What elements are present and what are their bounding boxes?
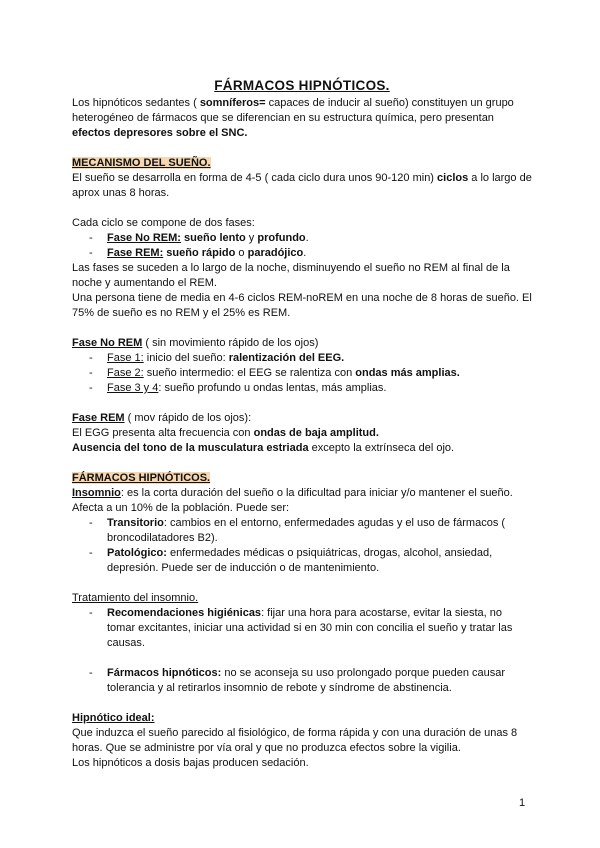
mecanismo-paragraph: El sueño se desarrolla en forma de 4-5 ( cada ciclo dura unos 90-120 min) ciclos a lo largo de aprox unas 8 horas. bbox=[72, 172, 532, 199]
page-title: FÁRMACOS HIPNÓTICOS. bbox=[214, 78, 390, 93]
mecanismo-heading: MECANISMO DEL SUEÑO. bbox=[72, 157, 211, 169]
fase-no-rem-list bbox=[72, 351, 532, 396]
fases-intro: Cada ciclo se compone de dos fases: bbox=[72, 217, 255, 229]
list-item: - Transitorio: cambios en el entorno, enfermedades agudas y el uso de fármacos ( broncodilatadores B2). bbox=[89, 516, 532, 546]
page-number: 1 bbox=[519, 797, 526, 809]
fase-rem-line-1: El EGG presenta alta frecuencia con ondas de baja amplitud. bbox=[72, 427, 379, 439]
fases-sucesion-paragraph: Las fases se suceden a lo largo de la noche, disminuyendo el sueño no REM al final de la noche y aumentando el REM. bbox=[72, 262, 510, 289]
fase-rem-heading: Fase REM ( mov rápido de los ojos): bbox=[72, 412, 252, 424]
hipnotico-ideal-heading: Hipnótico ideal: bbox=[72, 712, 155, 724]
intro-paragraph: Los hipnóticos sedantes ( somníferos= capaces de inducir al sueño) constituyen un grupo heterogéneo de fármacos que se diferencian en su estructura química, pero presentan efectos depresores sobre el SNC. bbox=[72, 97, 514, 139]
hipnotico-ideal-paragraph: Que induzca el sueño parecido al fisiológico, de forma rápida y con una duración de unas 8 horas. Que se administre por vía oral y que no produzca efectos sobre la vigilia. bbox=[72, 727, 518, 754]
insomnio-paragraph: Insomnio: es la corta duración del sueño o la dificultad para iniciar y/o mantener el sueño. Afecta a un 10% de la población. Puede ser: bbox=[72, 487, 513, 514]
tratamiento-list-1 bbox=[72, 606, 532, 651]
fase-no-rem-heading: Fase No REM ( sin movimiento rápido de los ojos) bbox=[72, 337, 319, 349]
list-item: - Fase REM: sueño rápido o paradójico. bbox=[89, 246, 532, 261]
tratamiento-list-2 bbox=[72, 666, 532, 696]
fases-list bbox=[72, 231, 532, 261]
list-item: - Patológico: enfermedades médicas o psiquiátricas, drogas, alcohol, ansiedad, depresión. Puede ser de inducción o de mantenimiento. bbox=[89, 546, 532, 576]
sedacion-paragraph: Los hipnóticos a dosis bajas producen sedación. bbox=[72, 757, 309, 769]
farmacos-heading: FÁRMACOS HIPNÓTICOS. bbox=[72, 472, 211, 484]
list-item: - Fármacos hipnóticos: no se aconseja su uso prolongado porque pueden causar tolerancia y al retirarlos insomnio de rebote y síndrome de abstinencia. bbox=[89, 666, 532, 696]
list-item: - Fase 1: inicio del sueño: ralentización del EEG. bbox=[89, 351, 532, 366]
document-page bbox=[72, 78, 532, 771]
list-item: - Fase 3 y 4: sueño profundo u ondas lentas, más amplias. bbox=[89, 381, 532, 396]
insomnio-types-list bbox=[72, 516, 532, 576]
tratamiento-heading: Tratamiento del insomnio. bbox=[72, 592, 199, 604]
list-item: - Fase 2: sueño intermedio: el EEG se ralentiza con ondas más amplias. bbox=[89, 366, 532, 381]
list-item: - Recomendaciones higiénicas: fijar una hora para acostarse, evitar la siesta, no tomar excitantes, iniciar una actividad si en 30 min con concilia el sueño y tratar las causas. bbox=[89, 606, 532, 651]
ciclos-paragraph: Una persona tiene de media en 4-6 ciclos REM-noREM en una noche de 8 horas de sueño. El 75% de sueño es no REM y el 25% es REM. bbox=[72, 292, 532, 319]
fase-rem-line-2: Ausencia del tono de la musculatura estriada excepto la extrínseca del ojo. bbox=[72, 442, 455, 454]
list-item: - Fase No REM: sueño lento y profundo. bbox=[89, 231, 532, 246]
